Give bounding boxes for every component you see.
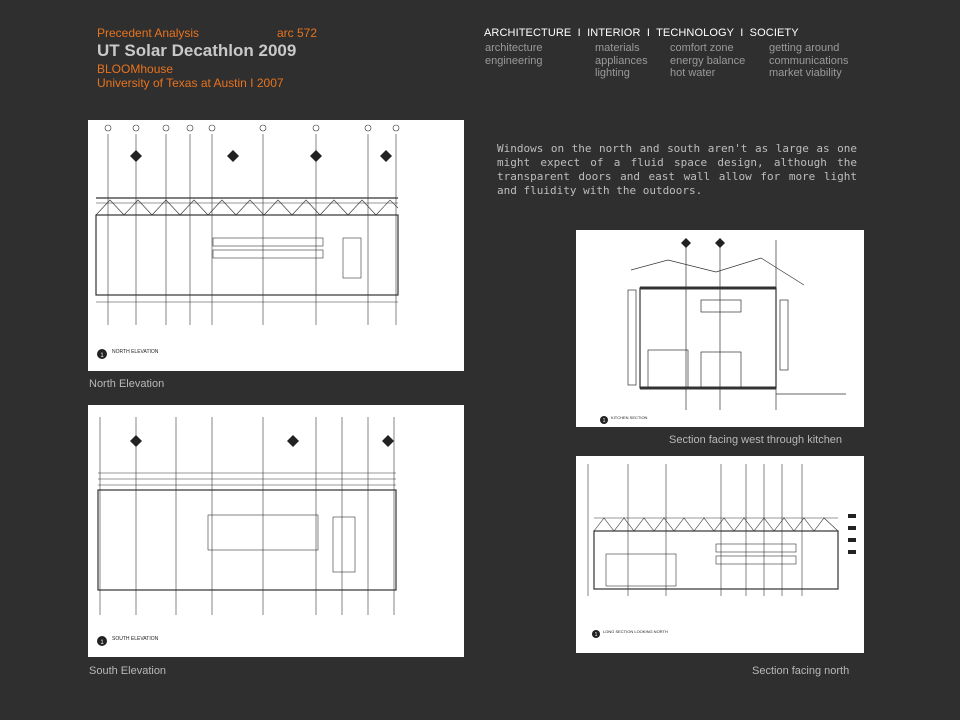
drawing-number: 1 [594,632,598,638]
header-label: Precedent Analysis [97,26,200,40]
drawing-number: 1 [602,418,606,424]
nav-column-1 [485,42,543,67]
drawing-number: 1 [100,353,104,359]
course-code: arc 572 [277,26,318,40]
long-section-svg [576,456,864,653]
kitchen-section-caption: Section facing west through kitchen [669,434,843,446]
north-elevation-drawing [88,120,464,371]
nav-link-energy-balance[interactable]: energy balance [670,54,746,67]
nav-link-appliances[interactable]: appliances [595,54,648,67]
page-title: UT Solar Decathlon 2009 [97,41,297,60]
drawing-tag: KITCHEN SECTION [611,415,648,420]
nav-link-lighting[interactable]: lighting [595,67,630,79]
institution: University of Texas at Austin I 2007 [97,76,284,90]
long-section-drawing [576,456,864,653]
south-elevation-svg [88,405,464,657]
nav-link-comfort-zone[interactable]: comfort zone [670,42,734,54]
description-text: Windows on the north and south aren't as large as one might expect of a fluid space design, although the transparent doors and east wall allow for more light and fluidity with the outdoors. [497,142,857,197]
nav-column-3 [670,42,745,80]
kitchen-section-svg [576,230,864,427]
north-elevation-svg [88,120,464,371]
category-nav[interactable]: ARCHITECTURE I INTERIOR I TECHNOLOGY I SOCIETY [484,27,799,39]
kitchen-section-drawing [576,230,864,427]
nav-link-market-viability[interactable]: market viability [769,67,842,79]
drawing-number: 1 [100,640,104,646]
north-elevation-caption: North Elevation [89,378,165,390]
drawing-tag: LONG SECTION LOOKING NORTH [603,629,668,634]
long-section-caption: Section facing north [752,665,850,677]
project-name: BLOOMhouse [97,62,174,76]
nav-link-getting-around[interactable]: getting around [769,42,840,54]
nav-column-2 [595,42,648,80]
south-elevation-caption: South Elevation [89,665,167,677]
drawing-tag: SOUTH ELEVATION [112,636,159,642]
nav-link-architecture[interactable]: architecture [485,42,543,54]
nav-link-materials[interactable]: materials [595,42,640,54]
nav-column-4 [769,42,848,80]
drawing-tag: NORTH ELEVATION [112,349,159,355]
nav-link-communications[interactable]: communications [769,54,849,67]
nav-link-hot-water[interactable]: hot water [670,67,716,79]
south-elevation-drawing [88,405,464,657]
nav-link-engineering[interactable]: engineering [485,54,543,67]
